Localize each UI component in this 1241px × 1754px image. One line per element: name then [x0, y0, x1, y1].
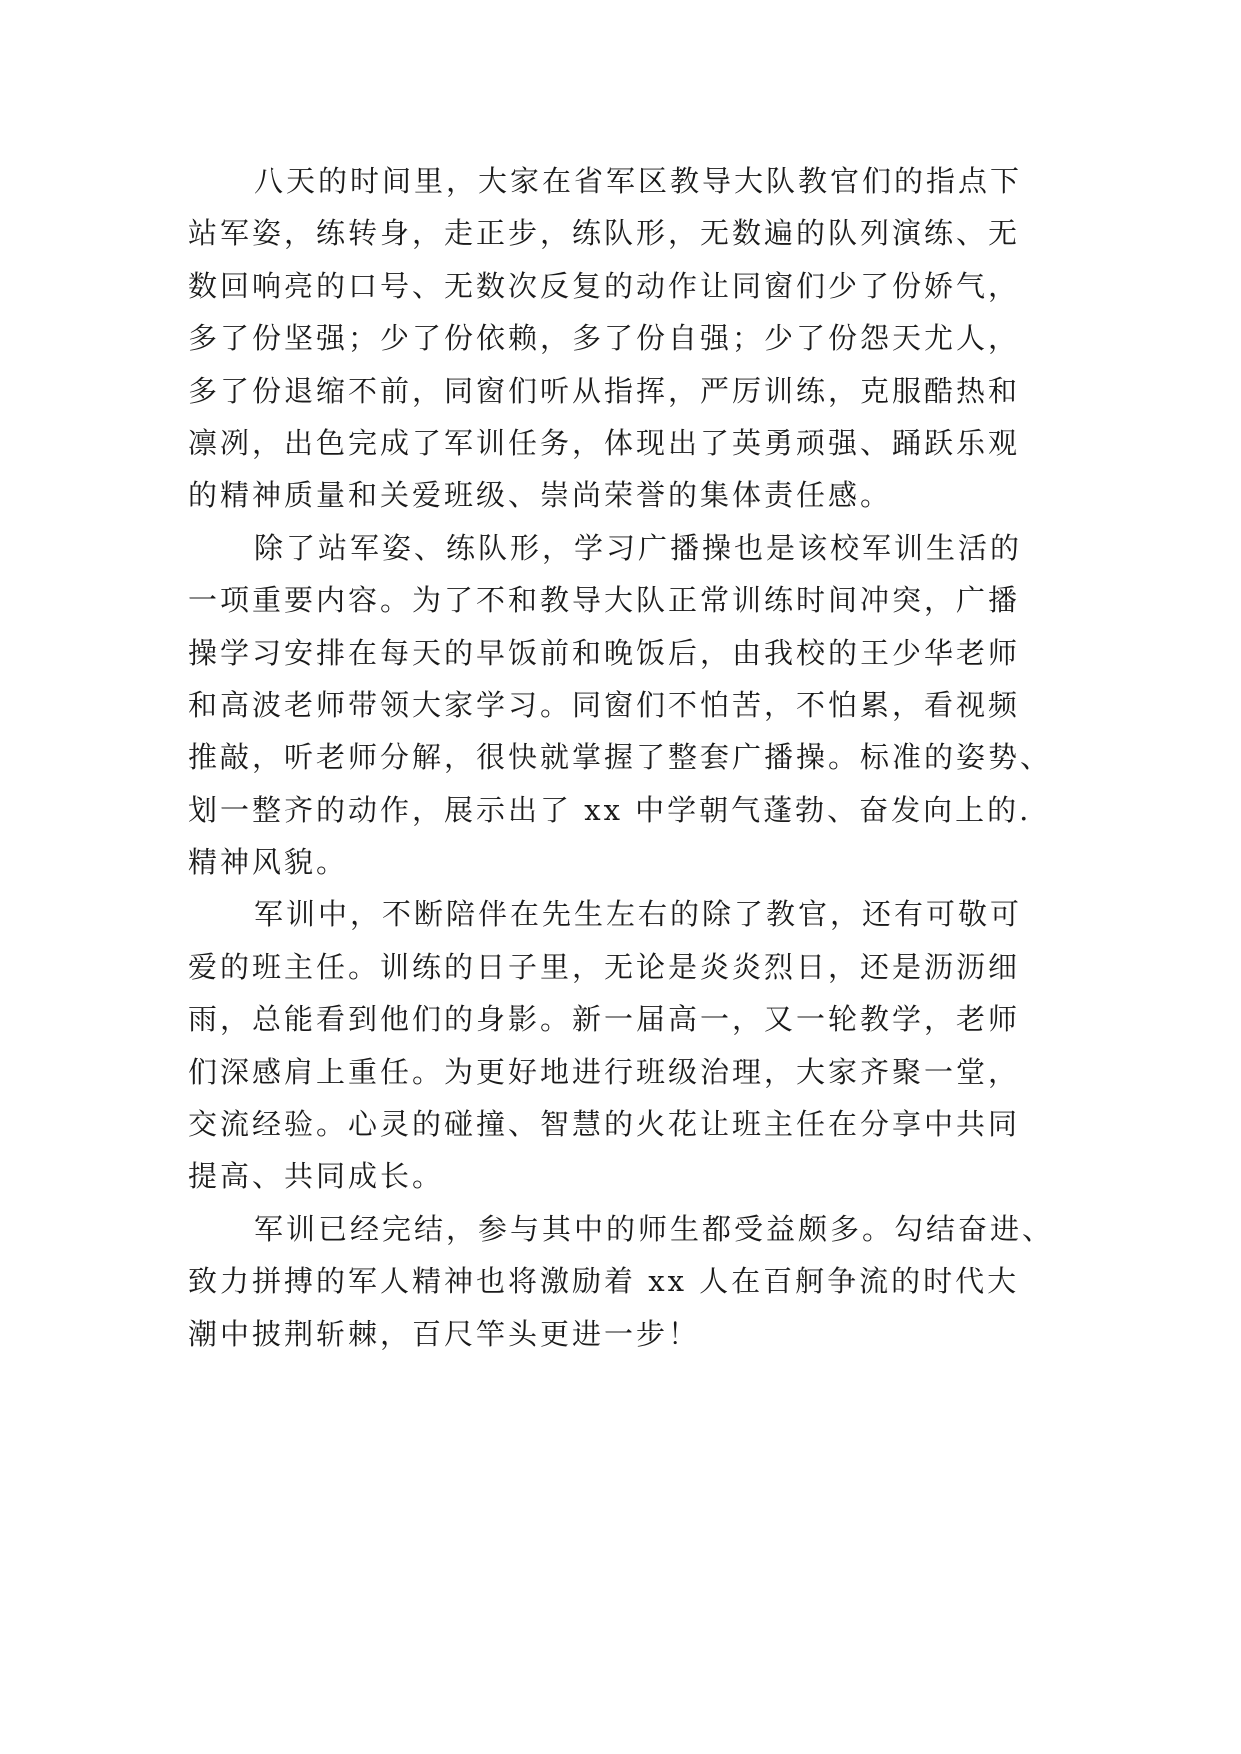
text-line: 雨，总能看到他们的身影。新一届高一，又一轮教学，老师 [188, 1002, 1021, 1037]
text-line: 的精神质量和关爱班级、崇尚荣誉的集体责任感。 [188, 478, 893, 513]
text-line: 一项重要内容。为了不和教导大队正常训练时间冲突，广播 [188, 583, 1021, 618]
text-line: 和高波老师带领大家学习。同窗们不怕苦，不怕累，看视频 [188, 687, 1021, 722]
document-body [188, 155, 1068, 1360]
paragraph [188, 1203, 1068, 1360]
text-line: 操学习安排在每天的早饭前和晚饭后，由我校的王少华老师 [188, 635, 1021, 670]
text-line: 八天的时间里，大家在省军区教导大队教官们的指点下 [254, 164, 1023, 198]
text-line: 提高、共同成长。 [188, 1159, 445, 1194]
text-line: 站军姿，练转身，走正步，练队形，无数遍的队列演练、无 [188, 216, 1021, 251]
paragraph [188, 522, 1068, 889]
text-line: 军训中，不断陪伴在先生左右的除了教官，还有可敬可 [254, 897, 1023, 932]
text-line: 交流经验。心灵的碰撞、智慧的火花让班主任在分享中共同 [188, 1107, 1021, 1142]
text-line: 划一整齐的动作，展示出了 xx 中学朝气蓬勃、奋发向上的. [188, 792, 1032, 827]
paragraph [188, 155, 1068, 522]
text-line: 潮中披荆斩棘，百尺竿头更进一步！ [188, 1316, 701, 1351]
text-line: 爱的班主任。训练的日子里，无论是炎炎烈日，还是沥沥细 [188, 949, 1021, 984]
text-line: 军训已经完结，参与其中的师生都受益颇多。勾结奋进、 [254, 1211, 1055, 1246]
text-line: 数回响亮的口号、无数次反复的动作让同窗们少了份娇气， [188, 268, 1021, 303]
text-line: 凛冽，出色完成了军训任务，体现出了英勇顽强、踊跃乐观 [188, 425, 1021, 460]
text-line: 致力拼搏的军人精神也将激励着 xx 人在百舸争流的时代大 [188, 1264, 1020, 1299]
text-line: 多了份退缩不前，同窗们听从指挥，严厉训练，克服酷热和 [188, 373, 1021, 408]
text-line: 除了站军姿、练队形，学习广播操也是该校军训生活的 [254, 530, 1023, 565]
text-line: 推敲，听老师分解，很快就掌握了整套广播操。标准的姿势、 [188, 740, 1053, 775]
paragraph [188, 888, 1068, 1202]
text-line: 多了份坚强；少了份依赖，多了份自强；少了份怨天尤人， [188, 321, 1021, 356]
text-line: 精神风貌。 [188, 845, 349, 880]
text-line: 们深感肩上重任。为更好地进行班级治理，大家齐聚一堂， [188, 1054, 1021, 1089]
